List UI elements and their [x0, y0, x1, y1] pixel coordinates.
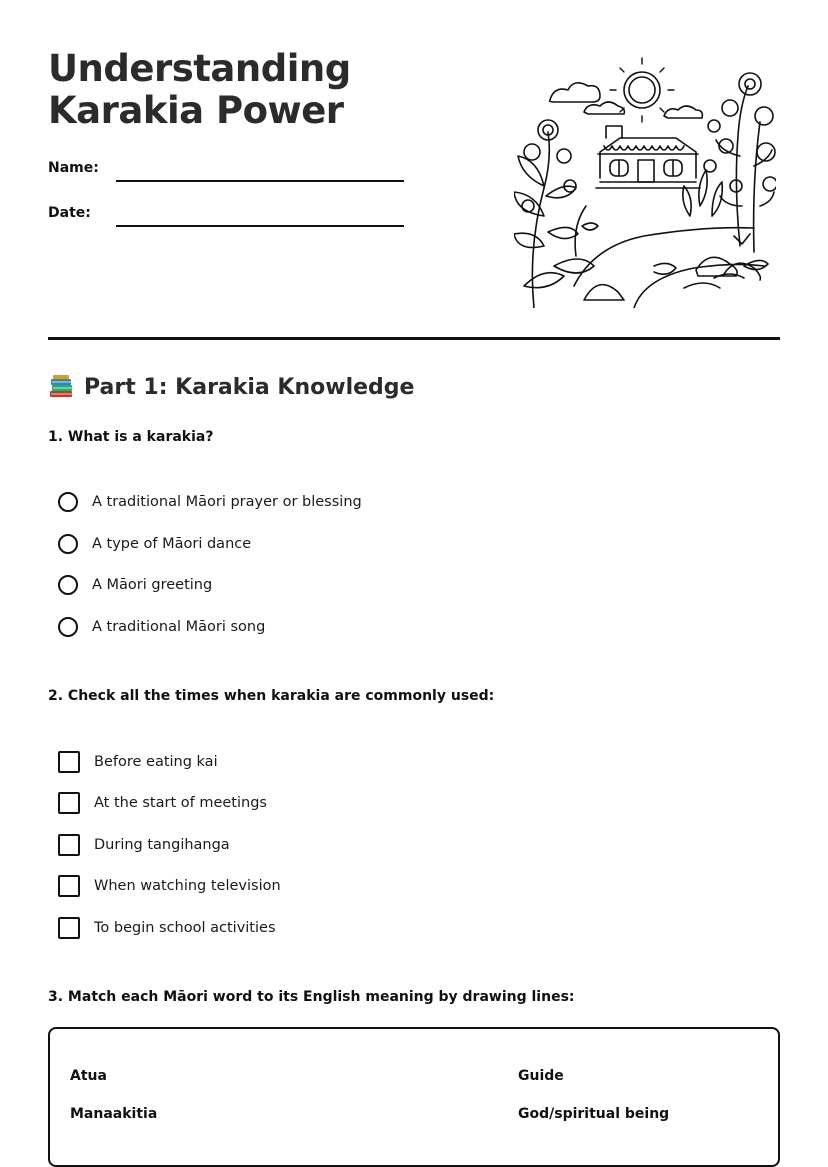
option-label: When watching television	[94, 878, 281, 894]
q1-option-1[interactable]	[58, 492, 362, 512]
name-field[interactable]	[116, 180, 404, 182]
checkbox[interactable]	[58, 875, 80, 897]
checkbox[interactable]	[58, 751, 80, 773]
question-3: 3. Match each Māori word to its English meaning by drawing lines:	[48, 989, 575, 1005]
option-label: A traditional Māori song	[92, 619, 266, 635]
date-label: Date:	[48, 205, 91, 221]
q2-option-4[interactable]	[58, 875, 281, 897]
checkbox[interactable]	[58, 834, 80, 856]
date-field[interactable]	[116, 225, 404, 227]
question-2: 2. Check all the times when karakia are commonly used:	[48, 688, 495, 704]
q2-option-3[interactable]	[58, 834, 230, 856]
match-left-word[interactable]: Manaakitia	[70, 1106, 158, 1122]
radio-button[interactable]	[58, 575, 78, 595]
match-left-word[interactable]: Atua	[70, 1068, 107, 1084]
matching-box[interactable]	[48, 1027, 780, 1167]
books-icon	[48, 374, 74, 400]
part1-heading	[48, 374, 414, 400]
checkbox[interactable]	[58, 917, 80, 939]
option-label: A traditional Māori prayer or blessing	[92, 494, 362, 510]
q2-option-1[interactable]	[58, 751, 218, 773]
radio-button[interactable]	[58, 617, 78, 637]
name-label: Name:	[48, 160, 99, 176]
section-divider	[48, 337, 780, 340]
match-right-word[interactable]: Guide	[518, 1068, 564, 1084]
match-right-word[interactable]: God/spiritual being	[518, 1106, 670, 1122]
q1-option-4[interactable]	[58, 617, 265, 637]
option-label: To begin school activities	[94, 920, 276, 936]
part1-heading-text: Part 1: Karakia Knowledge	[84, 374, 415, 400]
checkbox[interactable]	[58, 792, 80, 814]
question-1: 1. What is a karakia?	[48, 429, 214, 445]
q1-option-3[interactable]	[58, 575, 212, 595]
q2-option-2[interactable]	[58, 792, 267, 814]
radio-button[interactable]	[58, 492, 78, 512]
option-label: A Māori greeting	[92, 577, 213, 593]
option-label: A type of Māori dance	[92, 536, 252, 552]
option-label: During tangihanga	[94, 837, 230, 853]
option-label: At the start of meetings	[94, 795, 267, 811]
marae-landscape-illustration	[514, 56, 776, 308]
q1-option-2[interactable]	[58, 534, 251, 554]
option-label: Before eating kai	[94, 754, 218, 770]
radio-button[interactable]	[58, 534, 78, 554]
q2-option-5[interactable]	[58, 917, 276, 939]
page-title: Understanding Karakia Power	[48, 47, 351, 132]
